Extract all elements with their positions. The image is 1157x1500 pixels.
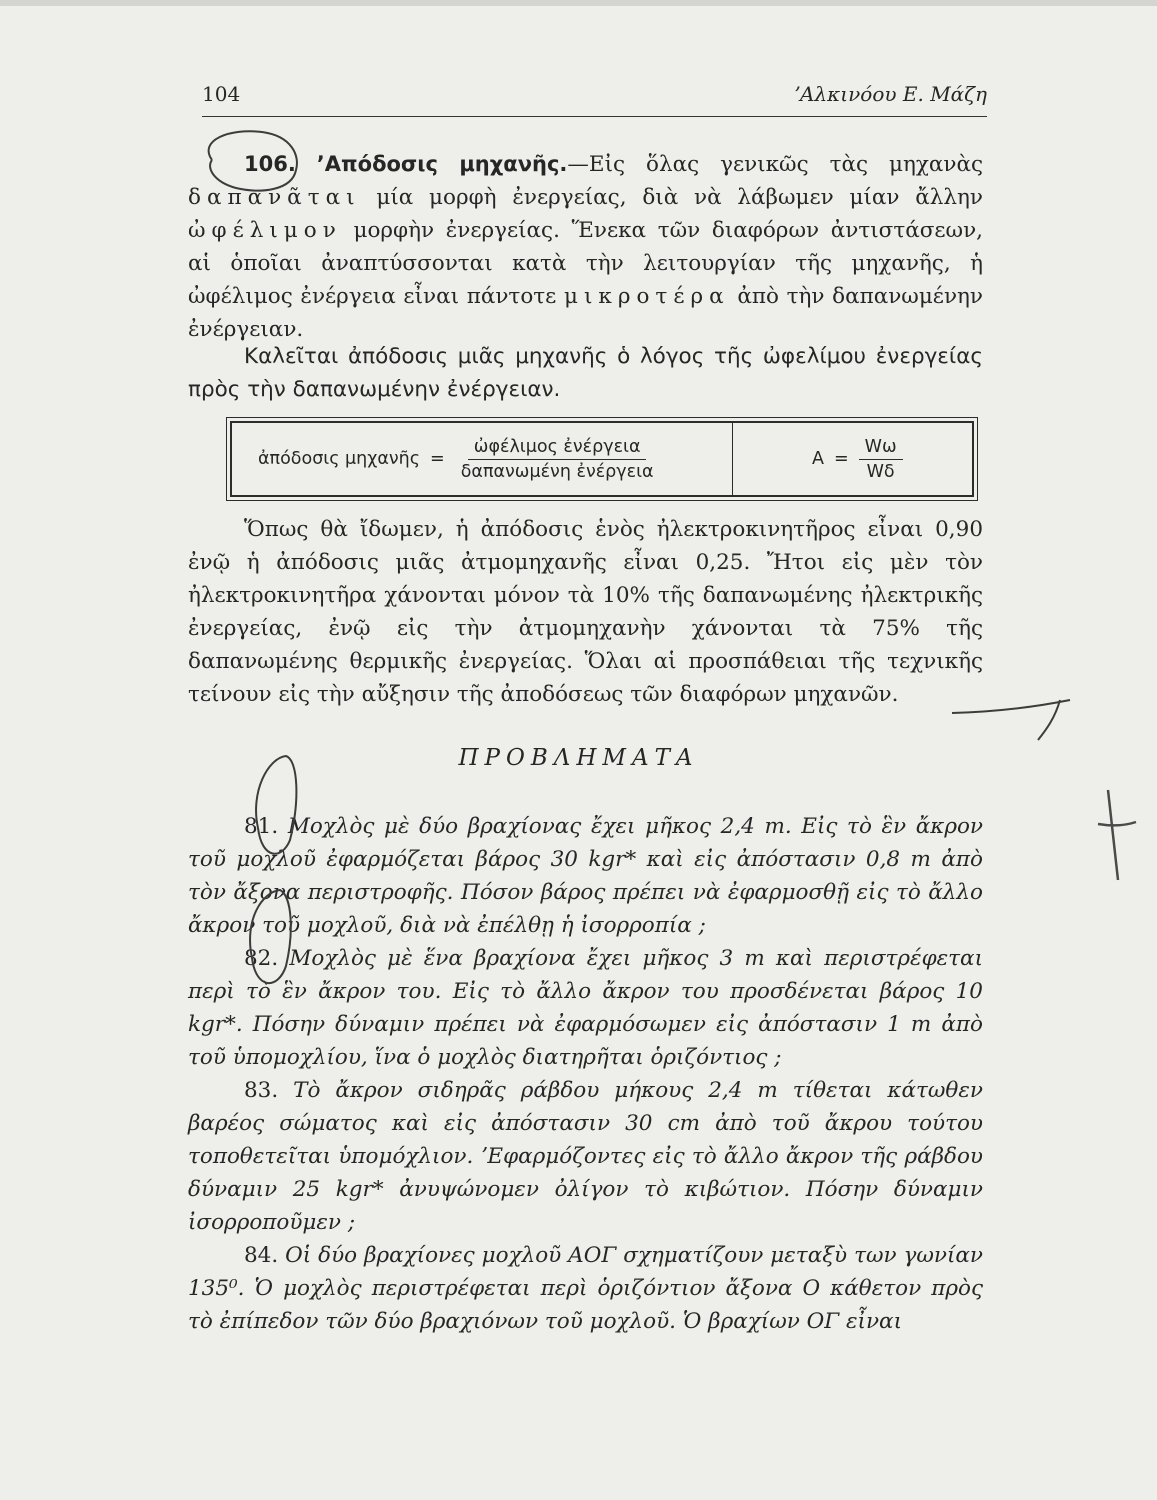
pen-cross-mark [1098,790,1136,880]
problem-84-text: Οἱ δύο βραχίονες μοχλοῦ ΑΟΓ σχηματίζουν μεταξὺ των γωνίαν 135⁰. Ὁ μοχλὸς περιστρέφεται περὶ ὁριζόντιον ἄξονα Ο κάθετον πρὸς τὸ ἐπίπεδον τῶν δύο βραχιόνων τοῦ μοχλοῦ. Ὁ βραχίων ΟΓ εἶναι [188,1243,983,1334]
paragraph-2 [188,513,983,711]
page-number: 104 [202,82,241,106]
para1-part-c: μορφὴν ἐνεργείας. Ἕνεκα τῶν διαφόρων ἀντιστάσεων, αἱ ὁποῖαι ἀναπτύσσονται κατὰ τὴν λειτουργίαν τῆς μηχανῆς, ἡ ὠφέλιμος ἐνέργεια εἶναι πάντοτε [188,218,983,309]
para1-emphasis-3: μικροτέρα [564,284,730,309]
formula-short-denominator: Wδ [866,461,895,482]
definition-block [188,340,983,406]
problems-heading: ΠΡΟΒΛΗΜΑΤΑ [458,745,699,771]
section-title: ʼΑπόδοσις μηχανῆς. [316,152,568,176]
running-header-author: ʼΑλκινόου Ε. Μάζη [793,82,987,106]
formula-short-fraction [859,437,903,482]
paragraph-2-text: Ὅπως θὰ ἴδωμεν, ἡ ἀπόδοσις ἑνὸς ἠλεκτροκινητῆρος εἶναι 0,90 ἐνῷ ἡ ἀπόδοσις μιᾶς ἀτμομηχανῆς εἶναι 0,25. Ἤτοι εἰς μὲν τὸν ἠλεκτροκινητῆρα χάνονται μόνον τὰ 10% τῆς δαπανωμένης ἠλεκτρικῆς ἐνεργείας, ἐνῷ εἰς τὴν ἀτμομηχανὴν χάνονται τὰ 75% τῆς δαπανωμένης θερμικῆς ἐνεργείας. Ὅλαι αἱ προσπάθειαι τῆς τεχνικῆς τείνουν εἰς τὴν αὔξησιν τῆς ἀποδόσεως τῶν διαφόρων μηχανῶν. [188,517,983,707]
formula-numerator: ὠφέλιμος ἐνέργεια [468,437,647,460]
section-106 [188,148,983,346]
para1-part-d: ἀπὸ τὴν δαπανωμένην ἐνέργειαν. [188,284,983,342]
para1-emphasis-2: ὠφέλιμον [188,218,342,243]
problem-84 [188,1239,983,1338]
para1-part-b: μία μορφὴ ἐνεργείας, διὰ νὰ λάβωμεν μίαν ἄλλην [376,185,983,210]
problem-82 [188,942,983,1074]
formula-denominator: δαπανωμένη ἐνέργεια [460,461,654,482]
formula-divider [732,423,733,495]
problem-82-text: Μοχλὸς μὲ ἕνα βραχίονα ἔχει μῆκος 3 m καὶ περιστρέφεται περὶ τὸ ἓν ἄκρον του. Εἰς τὸ ἄλλο ἄκρον του προσδένεται βάρος 10 kgr*. Πόσην δύναμιν πρέπει νὰ ἐφαρμόσωμεν εἰς ἀπόστασιν 1 m ἀπὸ τοῦ ὑπομοχλίου, ἵνα ὁ μοχλὸς διατηρῆται ὁριζόντιος ; [188,946,983,1070]
formula-equals: = [430,449,445,469]
para1-part-a: —Εἰς ὅλας γενικῶς τὰς μηχανὰς [567,152,984,177]
formula-short-lhs: A [812,449,824,469]
problem-83-text: Τὸ ἄκρον σιδηρᾶς ράβδου μήκους 2,4 m τίθεται κάτωθεν βαρέος σώματος καὶ εἰς ἀπόστασιν 30 cm ἀπὸ τοῦ ἄκρου τούτου τοποθετεῖται ὑπομόχλιον. ʼΕφαρμόζοντες εἰς τὸ ἄλλο ἄκρον τῆς ράβδου δύναμιν 25 kgr* ἀνυψώνομεν ὀλίγον τὸ κιβώτιον. Πόσην δύναμιν ἰσορροποῦμεν ; [188,1078,983,1235]
formula-short-numerator: Wω [859,437,903,460]
problem-83-number: 83. [244,1078,279,1103]
problem-81 [188,810,983,942]
formula-lhs: ἀπόδοσις μηχανῆς [258,449,421,469]
problem-81-number: 81. [244,814,279,839]
problem-84-number: 84. [244,1243,279,1268]
para1-emphasis-1: δαπανᾶται [188,185,361,210]
problems-list [188,810,983,1338]
section-paragraph-1 [188,148,983,346]
problem-82-number: 82. [244,946,279,971]
formula-short-equals: = [833,449,849,469]
problem-81-text: Μοχλὸς μὲ δύο βραχίονας ἔχει μῆκος 2,4 m. Εἰς τὸ ἓν ἄκρον τοῦ μοχλοῦ ἐφαρμόζεται βάρος 30 kgr* καὶ εἰς ἀπόστασιν 0,8 m ἀπὸ τὸν ἄξονα περιστροφῆς. Πόσον βάρος πρέπει νὰ ἐφαρμοσθῇ εἰς τὸ ἄλλο ἄκρον τοῦ μοχλοῦ, διὰ νὰ ἐπέλθῃ ἡ ἰσορροπία ; [188,814,983,938]
formula-symbolic [812,423,903,495]
problem-83 [188,1074,983,1239]
section-number: 106. [244,152,296,176]
formula-fraction [455,437,660,482]
formula-verbal [258,423,660,495]
running-header [202,82,987,117]
definition-text: Καλεῖται ἀπόδοσις μιᾶς μηχανῆς ὁ λόγος τῆς ὠφελίμου ἐνεργείας πρὸς τὴν δαπανωμένην ἐνέργειαν. [188,344,983,402]
formula-box [230,421,974,497]
page-top-edge [0,0,1157,6]
